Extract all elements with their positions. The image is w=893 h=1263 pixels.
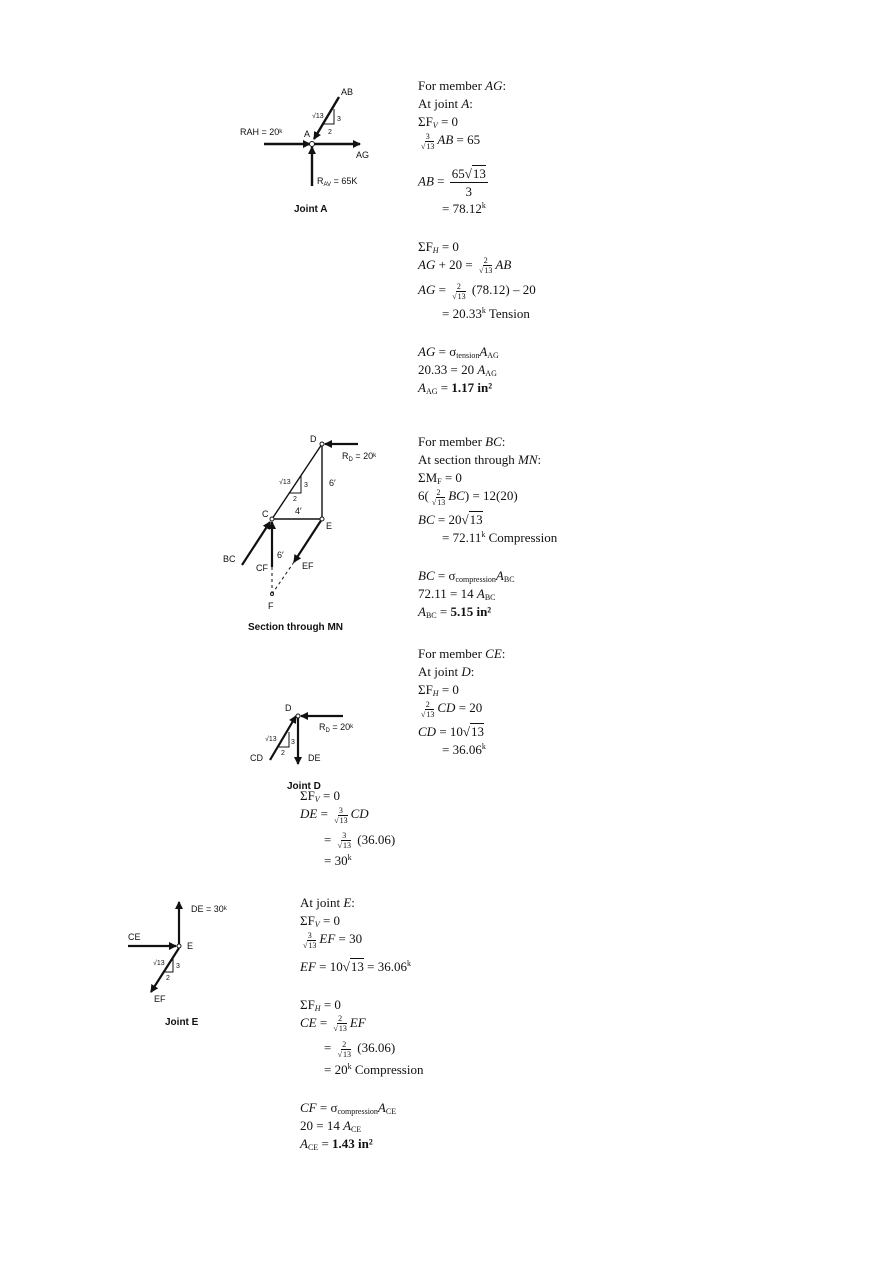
section-mn-diagram: [215, 432, 405, 637]
heading-member-ag: For member AG:: [418, 78, 507, 93]
eq-ce-result: = $20^k$ Compression: [324, 1061, 424, 1077]
slope-rise: 3: [176, 963, 180, 970]
at-joint-e: At joint E:: [300, 895, 355, 910]
label-f: F: [268, 601, 274, 611]
eq-ag-result: = $20.33^k$ Tension: [442, 305, 530, 321]
dashed-ef: [272, 562, 294, 594]
label-ef: EF: [302, 561, 314, 571]
dim-6-top: 6′: [329, 478, 336, 488]
joint-e-svg: [123, 898, 253, 1010]
slope-hyp: √13: [265, 736, 277, 743]
eq-ag-plus-20: AG + 20 = $\frac{2}{√13}$ AB: [418, 256, 512, 276]
member-ag-solution: [418, 77, 536, 397]
eq-ab-65: $\frac{3}{√13}$ AB = 65: [421, 131, 481, 151]
slope-rise: 3: [291, 739, 295, 746]
slope-run: 2: [293, 496, 297, 503]
eq-sum-fv: $\Sigma F_V = 0$: [418, 114, 459, 130]
eq-cd-root: CD = 10√13: [418, 723, 485, 739]
label-c: C: [262, 509, 269, 519]
eq-ab-result: = $78.12^k$: [442, 200, 486, 216]
section-mn-svg: [215, 432, 405, 617]
member-de-solution: [300, 787, 395, 870]
at-section-mn: At section through MN:: [418, 452, 542, 467]
slope-hyp: √13: [153, 960, 165, 967]
joint-d-svg: [243, 702, 373, 782]
eq-sum-fh: $\Sigma F_H = 0$: [418, 238, 459, 255]
joint-e-node: [177, 944, 181, 948]
eq-ce-stress-num: 20 = 14 $A_{CE}$: [300, 1117, 362, 1134]
slope-run: 2: [166, 975, 170, 982]
section-mn-caption: Section through MN: [248, 622, 343, 633]
eq-sum-fv-e: $\Sigma F_V = 0$: [300, 913, 341, 929]
joint-d-node: [296, 714, 300, 718]
label-a: A: [304, 129, 311, 139]
eq-ce-ef: CE = $\frac{2}{√13}$ EF: [300, 1014, 366, 1034]
joint-a-svg: [230, 84, 380, 219]
eq-ag-stress-num: 20.33 = 20 $A_{AG}$: [418, 361, 497, 378]
eq-cd-result: = $36.06^k$: [442, 741, 486, 757]
label-rav: $R_{AV} = 65K$: [317, 176, 358, 188]
eq-ce-substitute: = $\frac{2}{√13}$ (36.06): [324, 1039, 396, 1059]
eq-sum-fv-d: $\Sigma F_V = 0$: [300, 788, 341, 804]
eq-sum-fh-e: $\Sigma F_H = 0$: [300, 996, 341, 1013]
joint-a-diagram: [230, 84, 380, 219]
at-joint-a: At joint A:: [418, 96, 473, 111]
label-e: E: [187, 941, 194, 951]
joint-e-diagram: [123, 898, 253, 1033]
slope-rise: 3: [304, 482, 308, 489]
slope-rise: 3: [337, 116, 341, 123]
label-ce: CE: [128, 932, 141, 942]
slope-hyp: √13: [279, 479, 291, 486]
heading-member-ce: For member CE:: [418, 646, 506, 661]
label-rah: RAH = 20ᵏ: [240, 127, 283, 137]
eq-bc-stress: BC = $\sigma_{compression}A_{BC}$: [418, 567, 515, 584]
slope-run: 2: [328, 129, 332, 136]
joint-e-caption: Joint E: [165, 1017, 199, 1028]
label-de: DE: [308, 753, 321, 763]
fraction-3-root13: $\frac{3}{√13}$: [421, 131, 435, 151]
label-d: D: [310, 434, 317, 444]
eq-ef-result: EF = $10√13 = 36.06^k$: [300, 958, 411, 974]
node-f: [271, 593, 274, 596]
ef-arrow: [151, 948, 179, 992]
eq-bc-root: BC = 20√13: [418, 511, 483, 527]
label-ag: AG: [356, 150, 370, 160]
eq-ag-stress: AG = $\sigma_{tension}A_{AG}$: [418, 343, 499, 360]
eq-ce-stress: CF = $\sigma_{compression}A_{CE}$: [300, 1099, 397, 1116]
eq-ag-area: $A_{AG} = 1.17$ in²: [418, 379, 493, 396]
node-e: [320, 517, 324, 521]
label-cd: CD: [250, 753, 263, 763]
label-rd: $R_D$ = 20ᵏ: [342, 451, 377, 463]
dim-6-bottom: 6′: [277, 550, 284, 560]
joint-a-caption: Joint A: [294, 204, 328, 215]
joint-d-caption: Joint D: [287, 781, 321, 792]
eq-cd-20: $\frac{2}{√13}$ CD = 20: [421, 699, 483, 719]
ef-arrow: [294, 519, 322, 562]
label-ab: AB: [341, 87, 354, 97]
joint-d-diagram: [243, 702, 373, 794]
eq-de-result: = $30^k$: [324, 853, 352, 869]
eq-de-substitute: = $\frac{3}{√13}$ (36.06): [324, 831, 396, 851]
joint-e-solution: [300, 894, 423, 1153]
label-d: D: [285, 703, 292, 713]
node-c: [270, 517, 274, 521]
node-d: [320, 442, 324, 446]
fraction-65root13-over-3: $\frac{65√13}{3}$: [451, 165, 486, 199]
label-de: DE = 30ᵏ: [191, 904, 227, 914]
eq-ce-area: $A_{CE} = 1.43$ in²: [300, 1135, 373, 1152]
dim-4: 4′: [295, 506, 302, 516]
eq-sum-fh-d: $\Sigma F_H = 0$: [418, 682, 459, 698]
label-cf: CF: [256, 563, 268, 573]
eq-sum-mf: $\Sigma M_F = 0$: [418, 470, 462, 486]
eq-bc-area: $A_{BC} = 5.15$ in²: [418, 603, 492, 620]
label-e: E: [326, 521, 333, 531]
label-rd: $R_D$ = 20ᵏ: [319, 722, 354, 734]
slope-hyp: √13: [312, 113, 324, 120]
eq-moment: 6( $\frac{2}{√13}$ BC) = 12(20): [418, 487, 518, 507]
label-ef: EF: [154, 994, 166, 1004]
member-bc-solution: [418, 433, 557, 621]
eq-ag-substitute: AG = $\frac{2}{√13}$ (78.12) – 20: [418, 281, 536, 301]
heading-member-bc: For member BC:: [418, 434, 506, 449]
slope-run: 2: [281, 750, 285, 757]
joint-a-node: [310, 142, 315, 147]
label-bc: BC: [223, 554, 236, 564]
member-ce-solution: [418, 645, 505, 759]
bc-arrow: [242, 522, 270, 565]
at-joint-d: At joint D:: [418, 664, 475, 679]
eq-ab-fraction: AB = $\frac{65√13}{3}$: [418, 165, 486, 199]
eq-de-cd: DE = $\frac{3}{√13}$ CD: [300, 805, 369, 825]
eq-bc-stress-num: 72.11 = 14 $A_{BC}$: [418, 585, 496, 602]
eq-bc-result: = $72.11^k$ Compression: [442, 529, 558, 545]
eq-ef-30: $\frac{3}{√13}$ EF = 30: [303, 930, 363, 950]
